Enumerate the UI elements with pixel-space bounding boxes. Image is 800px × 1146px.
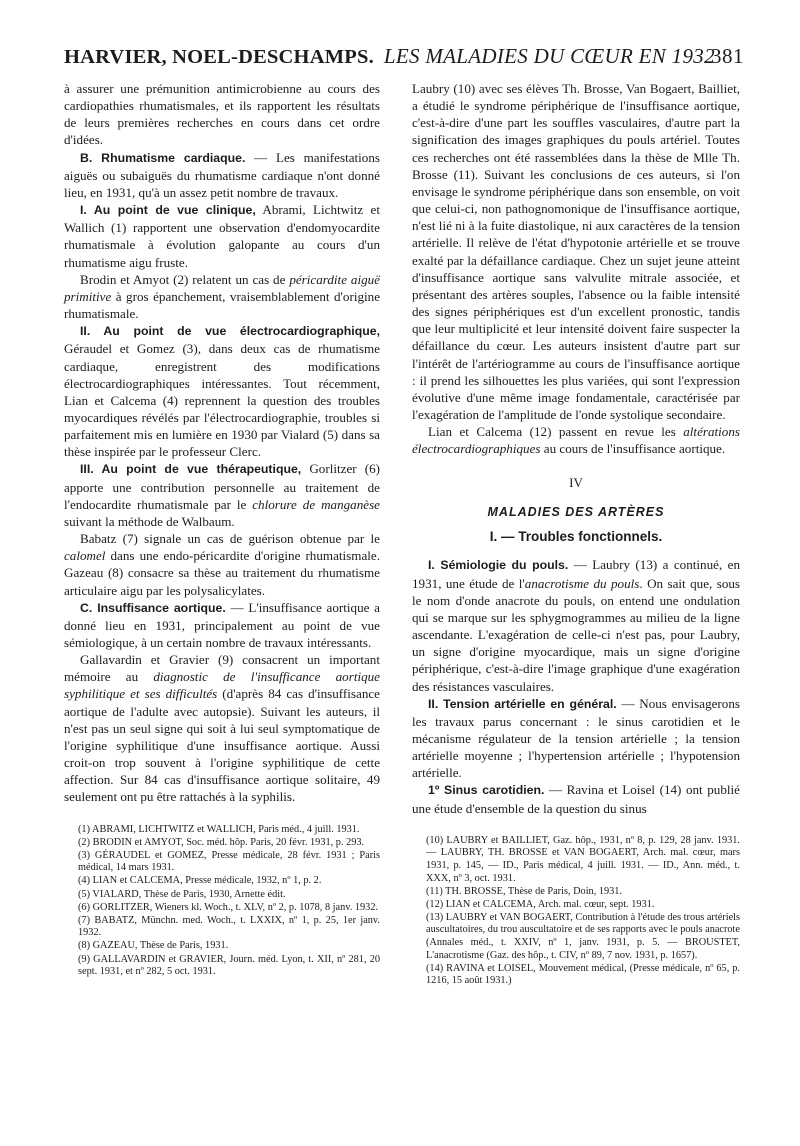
subsection-heading: I. Sémiologie du pouls. (428, 558, 569, 573)
subsection-heading: 1º Sinus carotidien. (428, 783, 545, 798)
paragraph (64, 322, 380, 460)
footnotes (64, 824, 380, 979)
section-title: MALADIES DES ARTÈRES (487, 505, 665, 520)
italic-term: diagnostic de l'insufficance aortique syphilitique et ses difficultés (64, 669, 380, 702)
paragraph-text: Babatz (7) signale un cas de guérison obtenue par le (80, 531, 380, 547)
paragraph-text: — Nous envisagerons les travaux parus concernant : le sinus carotidien et le mécanisme régulateur de la tension artérielle ; la tension artérielle moyenne ; l'hypertension artérielle ; l'hypotension artérielle. (412, 695, 740, 781)
subsection-heading: II. Au point de vue électrocardiographique, (80, 324, 380, 339)
paragraph (412, 695, 740, 782)
paragraph-text: — Laubry (13) a continué, en 1931, une étude de l' (412, 557, 740, 591)
footnote: (13) LAUBRY et VAN BOGAERT, Contribution à l'étude des trous artériels auscultatoires, du trou auscultatoire et de ses rapports avec le pouls anacrote (Annales méd., t. XXIV, nº 1, janv. 1931, p. 5. — BROUSTET, L'anacrotisme (Gaz. des hôp., t. CIV, nº 89, 7 nov. 1931, p. 1657). (426, 911, 741, 961)
paragraph-text: au cours de l'insuffisance aortique. (540, 441, 726, 457)
paragraph-text: — Les manifestations aiguës ou subaiguës du rhumatisme cardiaque n'ont donné lieu, en 1931, qu'à un assez petit nombre de travaux. (64, 149, 380, 200)
subsection-heading: II. Tension artérielle en général. (428, 696, 617, 711)
footnote: (10) LAUBRY et BAILLIET, Gaz. hôp., 1931, nº 8, p. 129, 28 janv. 1931. — LAUBRY, TH. BROSSE et VAN BOGAERT, Arch. mal. cœur, mars 1931, p. 145, — ID., Paris médical, 4 juill. 1931. — ID., Ann. méd., t. XXX, nº 3, oct. 1931. (426, 834, 740, 884)
paragraph: Laubry (10) avec ses élèves Th. Brosse, Van Bogaert, Bailliet, a étudié le syndrome périphérique de l'insuffisance aortique, c'est-à-dire d'une part les souffles vasculaires, d'autre part la signification des images graphiques du pouls artériel. Toutes ces recherches ont été rassemblées dans la thèse de Mlle Th. Brosse (11). Suivant les conclusions de ces auteurs, si l'on envisage le syndrome périphérique dans son ensemble, on voit que celui-ci, non pathognomonique de l'insuffisance aortique, n'est lié ni à la fuite diastolique, ni aux caractères de la tension artérielle. Il relève de l'état d'hypotonie artérielle et se trouve exalté par la défaillance cardiaque. Chez un sujet jeune atteint d'insuffisance aortique sans valvulite mitrale associée, et présentant des artères souples, l'absence ou la faible intensité des signes périphériques est d'un excellent pronostic, tandis que leur multiplicité et leur intensité doivent faire suspecter la défaillance du cœur. Les auteurs insistent d'autre part sur l'intérêt de l'artériogramme au cours de l'insuffisance aortique : il prend les silhouettes les plus variées, qui sont l'expression évolutive d'une même image fondamentale, caractérisée par l'exagération de l'amplitude de l'onde systolique secondaire. (412, 81, 740, 422)
footnote: (7) BABATZ, Münchn. med. Woch., t. LXXIX, nº 1, p. 25, 1er janv. 1932. (78, 914, 380, 939)
right-column (412, 80, 740, 988)
paragraph-text: — Ravina et Loisel (14) ont publié une étude d'ensemble de la question du sinus (412, 782, 740, 816)
page-number: 381 (711, 44, 744, 68)
subsection-title: I. — Troubles fonctionnels. (489, 529, 663, 545)
footnote: (12) LIAN et CALCEMA, Arch. mal. cœur, sept. 1931. (426, 898, 655, 910)
italic-term: chlorure de manganèse (252, 496, 380, 512)
paragraph-text: Abrami, Lichtwitz et Wallich (1) rapportent une observation d'endomyocardite rhumatismale à évolution galopante au cours d'un rhumatisme aigu fruste. (64, 202, 380, 270)
footnote: (1) ABRAMI, LICHTWITZ et WALLICH, Paris méd., 4 juill. 1931. (78, 823, 360, 835)
paragraph (64, 460, 380, 530)
paragraph (412, 781, 740, 816)
italic-term: péricardite aiguë primitive (64, 271, 380, 304)
italic-term: anacrotisme du pouls (524, 575, 640, 591)
paragraph-text: Lian et Calcema (12) passent en revue les (428, 424, 684, 440)
section-heading: C. Insuffisance aortique. (80, 600, 226, 615)
paragraph (412, 556, 740, 694)
running-head-title: LES MALADIES DU CŒUR EN 1932 (383, 44, 715, 68)
footnote: (6) GORLITZER, Wieners kl. Woch., t. XLV, nº 2, p. 1078, 8 janv. 1932. (78, 901, 379, 913)
footnotes (412, 835, 740, 988)
section-heading: B. Rhumatisme cardiaque. (80, 150, 246, 165)
paragraph (64, 271, 380, 322)
footnote: (11) TH. BROSSE, Thèse de Paris, Doin, 1931. (426, 885, 623, 897)
footnote: (3) GÉRAUDEL et GOMEZ, Presse médicale, 28 févr. 1931 ; Paris médical, 14 mars 1931. (78, 849, 380, 874)
paragraph-text: (d'après 84 cas d'insuffisance aortique de l'adulte avec autopsie). Suivant les auteurs, il n'est pas un seul signe qui soit à lui seul symptomatique de l'origine syphilitique d'une insuffisance aortique. Aussi croit-on trop souvent à l'origine syphilitique de cette affection. Sur 84 cas d'insuffisance aortique solitaire, 49 seulement ont pu être rattachés à la syphilis. (64, 686, 380, 805)
paragraph (64, 149, 380, 201)
paragraph-text: Gorlitzer (6) apporte une contribution personnelle au traitement de l'endocardite rhumatismale par le (64, 461, 381, 512)
italic-term: altérations électrocardiographiques (412, 424, 740, 457)
paragraph (64, 651, 380, 805)
paragraph: à assurer une prémunition antimicrobienne au cours des cardiopathies rhumatismales, et ils rapportent les résultats de leurs premières recherches en cours dans cet ordre d'idées. (64, 81, 380, 148)
running-head (64, 44, 744, 78)
paragraph-text: à gros épanchement, vraisemblablement d'origine rhumatismale. (64, 288, 380, 322)
footnote: (8) GAZEAU, Thèse de Paris, 1931. (78, 940, 229, 952)
left-column (64, 80, 380, 979)
paragraph-text: suivant la méthode de Walbaum. (64, 513, 235, 529)
subsection-heading: III. Au point de vue thérapeutique, (80, 462, 302, 477)
paragraph (64, 599, 380, 651)
paragraph (64, 201, 380, 271)
paragraph-text: Gallavardin et Gravier (9) consacrent un important mémoire au (64, 652, 380, 685)
paragraph-text: Géraudel et Gomez (3), dans deux cas de rhumatisme cardiaque, enregistrent des modifications électrocardiographiques intéressantes. Tout récemment, Lian et Calcema (4) reprennent la question des troubles myocardiques révélés par l'électrocardiographie, troubles si parfaitement mis en lumière en 1930 par Vialard (5) dans sa thèse inspirée par le professeur Clerc. (64, 341, 380, 460)
footnote: (5) VIALARD, Thèse de Paris, 1930, Arnette édit. (78, 888, 286, 900)
footnote: (4) LIAN et CALCEMA, Presse médicale, 1932, nº 1, p. 2. (78, 875, 322, 887)
italic-term: calomel (64, 548, 106, 564)
paragraph-text: . On sait que, sous le nom d'onde anacrote du pouls, on entend une ondulation qui se marque sur les sphygmogrammes au milieu de la ligne ascendante. L'exagération de celle-ci n'est pas, pour Laubry, un signe d'origine myocardique, mais un signe d'origine périphérique, c'est-à-dire l'image graphique d'une exagération des résistances vasculaires. (412, 575, 741, 694)
paragraph-text: Brodin et Amyot (2) relatent un cas de (80, 271, 290, 287)
paragraph (64, 530, 380, 599)
running-head-authors: HARVIER, NOEL-DESCHAMPS. (64, 46, 374, 68)
paragraph (412, 423, 740, 457)
subsection-heading: I. Au point de vue clinique, (80, 203, 256, 218)
section-number: IV (569, 475, 583, 491)
footnote: (2) BRODIN et AMYOT, Soc. méd. hôp. Paris, 20 févr. 1931, p. 293. (78, 836, 365, 848)
paragraph-text: — L'insuffisance aortique a donné lieu en 1931, principalement au point de vue sémiologique, à un certain nombre de travaux intéressants. (64, 599, 380, 650)
footnote: (9) GALLAVARDIN et GRAVIER, Journ. méd. Lyon, t. XII, nº 281, 20 sept. 1931, et nº 282, 5 oct. 1931. (78, 953, 380, 978)
paragraph-text: dans une endo-péricardite d'origine rhumatismale. Gazeau (8) consacre sa thèse au traitement du rhumatisme articulaire aigu par les polysalicylates. (64, 548, 380, 598)
footnote: (14) RAVINA et LOISEL, Mouvement médical, (Presse médicale, nº 65, p. 1216, 15 août 1931.) (426, 962, 740, 987)
